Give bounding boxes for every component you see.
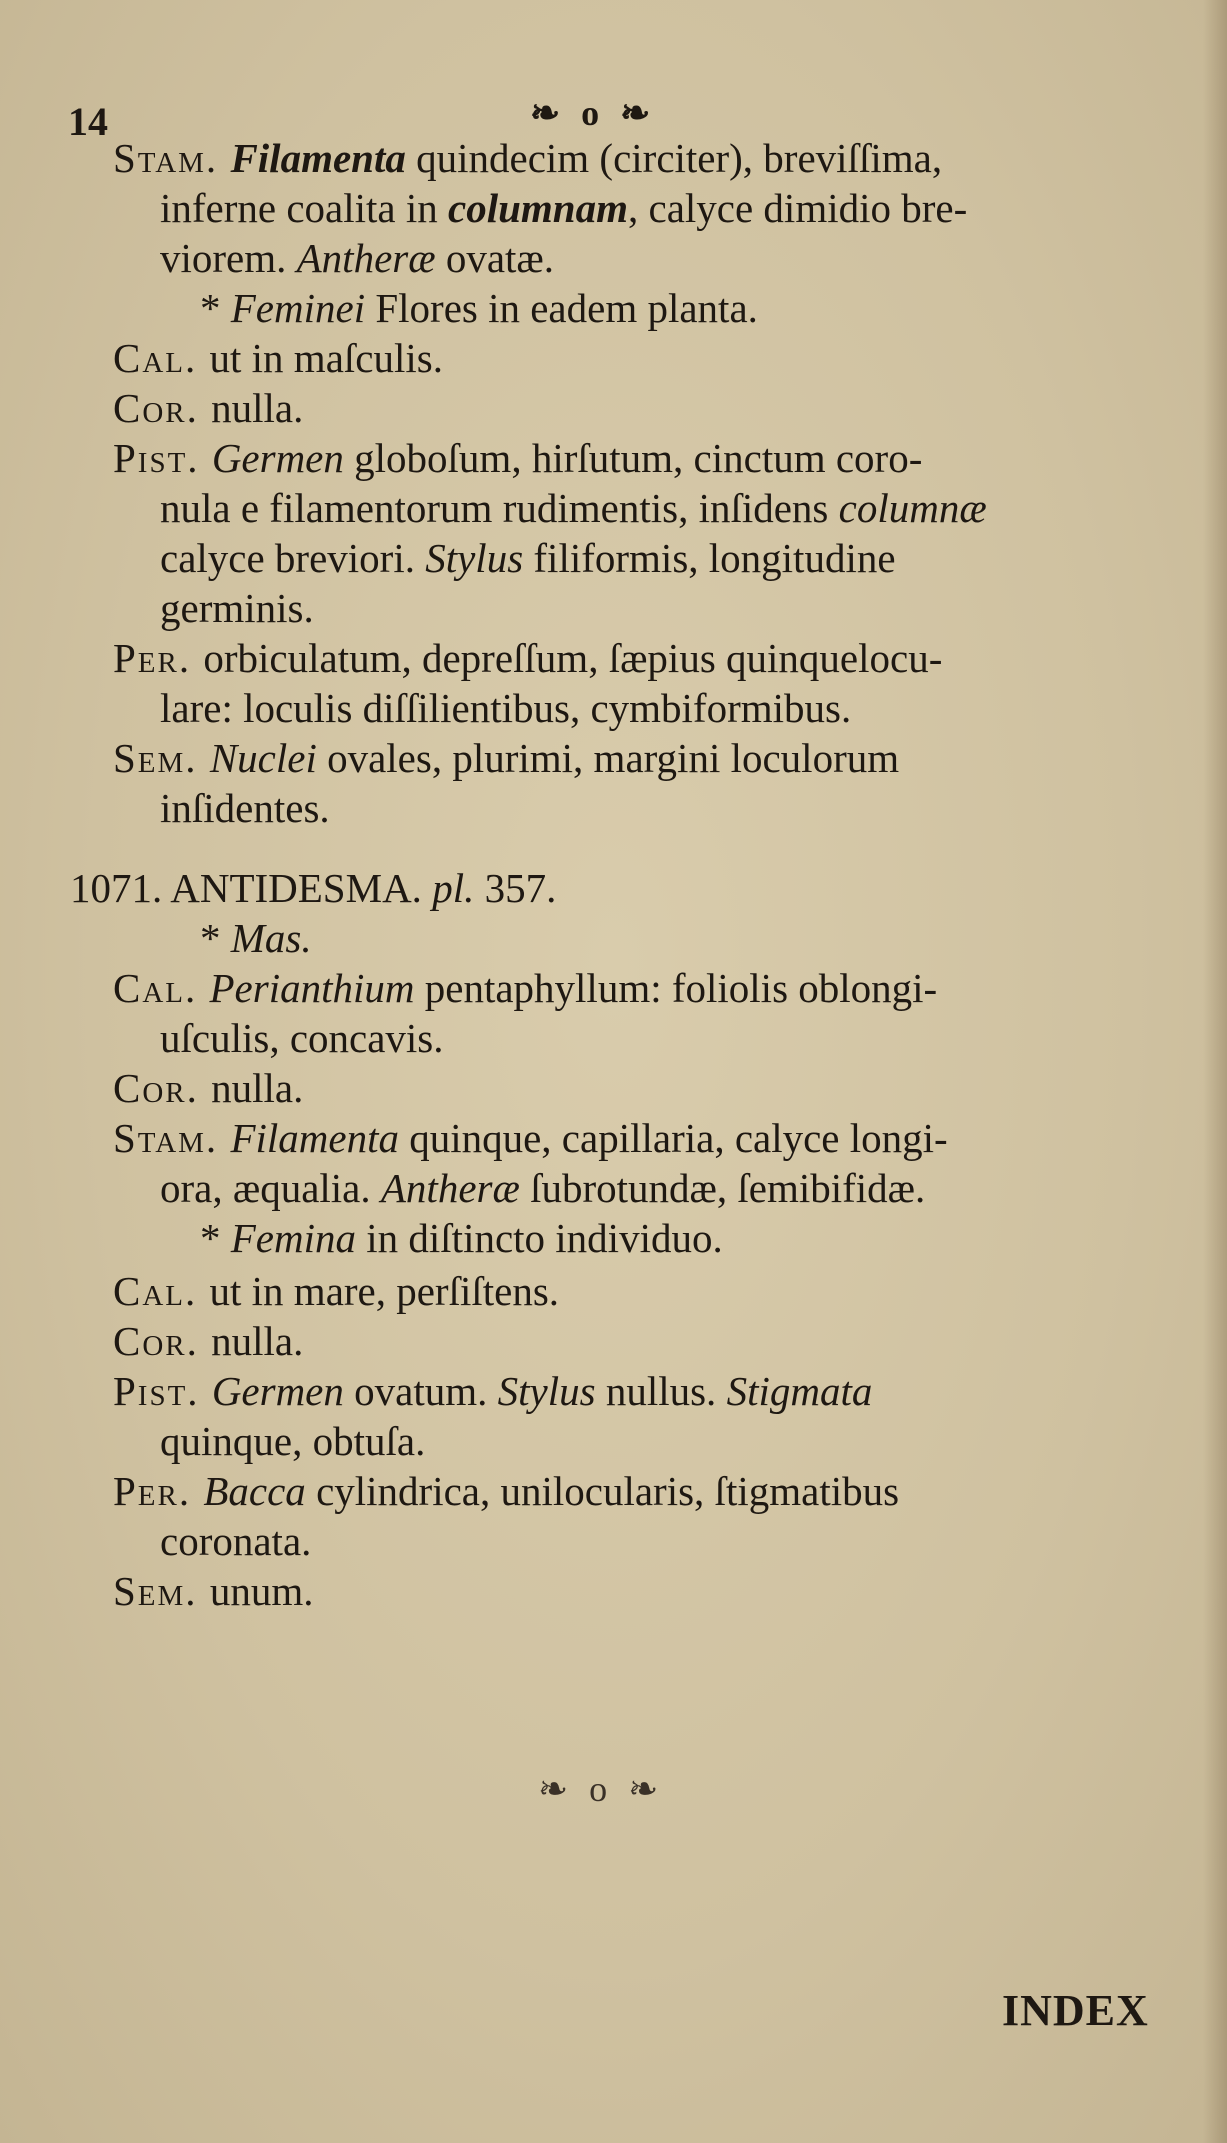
text-run: Germen <box>211 1368 344 1414</box>
text-run: uſculis, concavis. <box>160 1015 444 1061</box>
text-run: Stylus <box>425 535 524 581</box>
text-run: Cor. <box>113 1065 212 1111</box>
text-run: inſidentes. <box>160 785 330 831</box>
text-line <box>113 1064 303 1112</box>
text-run: Bacca <box>203 1468 306 1514</box>
text-run: quinque, obtuſa. <box>160 1418 426 1464</box>
page-number: 14 <box>68 99 108 144</box>
text-run: Cor. <box>113 1318 212 1364</box>
text-line <box>160 584 314 632</box>
text-run: Flores in eadem planta. <box>365 285 758 331</box>
text-run: filiformis, longitudine <box>523 535 896 581</box>
text-run: Perianthium <box>209 965 415 1011</box>
text-run: globoſum, hirſutum, cinctum coro- <box>343 435 923 481</box>
text-run: Feminei <box>230 285 366 331</box>
text-line <box>200 1214 723 1262</box>
text-run: , calyce dimidio bre- <box>628 185 968 231</box>
text-run: nula e filamentorum rudimentis, inſidens <box>160 485 839 531</box>
text-run: lare: loculis diſſilientibus, cymbiformibus. <box>160 685 852 731</box>
text-line <box>113 384 303 432</box>
text-run: Stylus <box>497 1368 596 1414</box>
text-run: nullus. <box>595 1368 727 1414</box>
text-run: columnæ <box>838 485 987 531</box>
text-run: nulla. <box>211 1065 304 1111</box>
text-line <box>160 1517 311 1565</box>
text-line <box>113 434 922 482</box>
text-run: orbiculatum, depreſſum, ſæpius quinquelocu- <box>203 635 943 681</box>
text-line <box>160 1014 444 1062</box>
text-run: Per. <box>113 1468 204 1514</box>
text-line <box>113 964 937 1012</box>
text-line <box>113 634 942 682</box>
text-line <box>200 914 312 962</box>
text-run: nulla. <box>211 1318 304 1364</box>
text-line <box>113 1567 313 1615</box>
text-line <box>113 1467 899 1515</box>
text-run: cylindrica, unilocularis, ſtigmatibus <box>305 1468 900 1514</box>
text-run: Cal. <box>113 335 210 381</box>
text-line <box>113 334 443 382</box>
text-run: Femina <box>230 1215 356 1261</box>
text-run: unum. <box>209 1568 314 1614</box>
text-line <box>160 484 987 532</box>
page-edge-shadow <box>1203 0 1227 2143</box>
text-line <box>160 234 554 282</box>
text-run: pl. <box>432 865 475 911</box>
text-line <box>113 1114 948 1162</box>
text-run: in diſtincto individuo. <box>356 1215 723 1261</box>
text-run: ovales, plurimi, margini loculorum <box>316 735 900 781</box>
text-run: 357. <box>474 865 557 911</box>
text-run: Stam. <box>113 135 231 181</box>
text-run: quindecim (circiter), breviſſima, <box>405 135 943 181</box>
text-run: germinis. <box>160 585 314 631</box>
text-run: Mas. <box>230 915 312 961</box>
text-run: nulla. <box>211 385 304 431</box>
text-line <box>160 534 896 582</box>
footer-ornament: ❧ o ❧ <box>538 1769 665 1809</box>
text-run: Cor. <box>113 385 212 431</box>
text-line <box>200 284 758 332</box>
text-run: Pist. <box>113 1368 212 1414</box>
text-line <box>160 1164 925 1212</box>
text-run: Sem. <box>113 1568 210 1614</box>
text-run: ut in maſculis. <box>209 335 443 381</box>
text-run: viorem. <box>160 235 297 281</box>
text-run: 1071. ANTIDESMA. <box>70 865 433 911</box>
text-run: ut in mare, perſiſtens. <box>209 1268 560 1314</box>
text-run: ſubrotundæ, ſemibifidæ. <box>519 1165 926 1211</box>
text-run: calyce breviori. <box>160 535 426 581</box>
header-ornament: ❧ o ❧ <box>530 93 657 133</box>
text-line <box>113 1267 559 1315</box>
text-run: Germen <box>211 435 344 481</box>
text-line <box>160 784 330 832</box>
text-run: Antheræ <box>296 235 436 281</box>
catchword: INDEX <box>1002 1986 1149 2035</box>
text-line <box>113 134 942 182</box>
text-line <box>113 1317 303 1365</box>
text-run: quinque, capillaria, calyce longi- <box>398 1115 948 1161</box>
text-run: * <box>200 285 231 331</box>
text-run: ovatæ. <box>435 235 555 281</box>
text-line <box>70 864 556 912</box>
text-line <box>160 684 851 732</box>
text-run: Nuclei <box>209 735 317 781</box>
text-line <box>113 1367 872 1415</box>
text-line <box>160 184 967 232</box>
text-line <box>160 1417 425 1465</box>
text-run: Pist. <box>113 435 212 481</box>
text-run: ovatum. <box>343 1368 498 1414</box>
text-run: Stam. <box>113 1115 231 1161</box>
text-run: ora, æqualia. <box>160 1165 381 1211</box>
text-run: * <box>200 915 231 961</box>
text-run: Per. <box>113 635 204 681</box>
text-run: Stigmata <box>726 1368 873 1414</box>
text-run: coronata. <box>160 1518 312 1564</box>
text-run: Cal. <box>113 965 210 1011</box>
text-run: inferne coalita in <box>160 185 449 231</box>
text-line <box>113 734 899 782</box>
text-run: pentaphyllum: foliolis oblongi- <box>414 965 938 1011</box>
text-run: columnam <box>448 185 628 231</box>
text-run: Antheræ <box>380 1165 520 1211</box>
text-run: Filamenta <box>230 1115 399 1161</box>
text-run: Cal. <box>113 1268 210 1314</box>
text-run: Filamenta <box>230 135 406 181</box>
text-run: Sem. <box>113 735 210 781</box>
text-run: * <box>200 1215 231 1261</box>
